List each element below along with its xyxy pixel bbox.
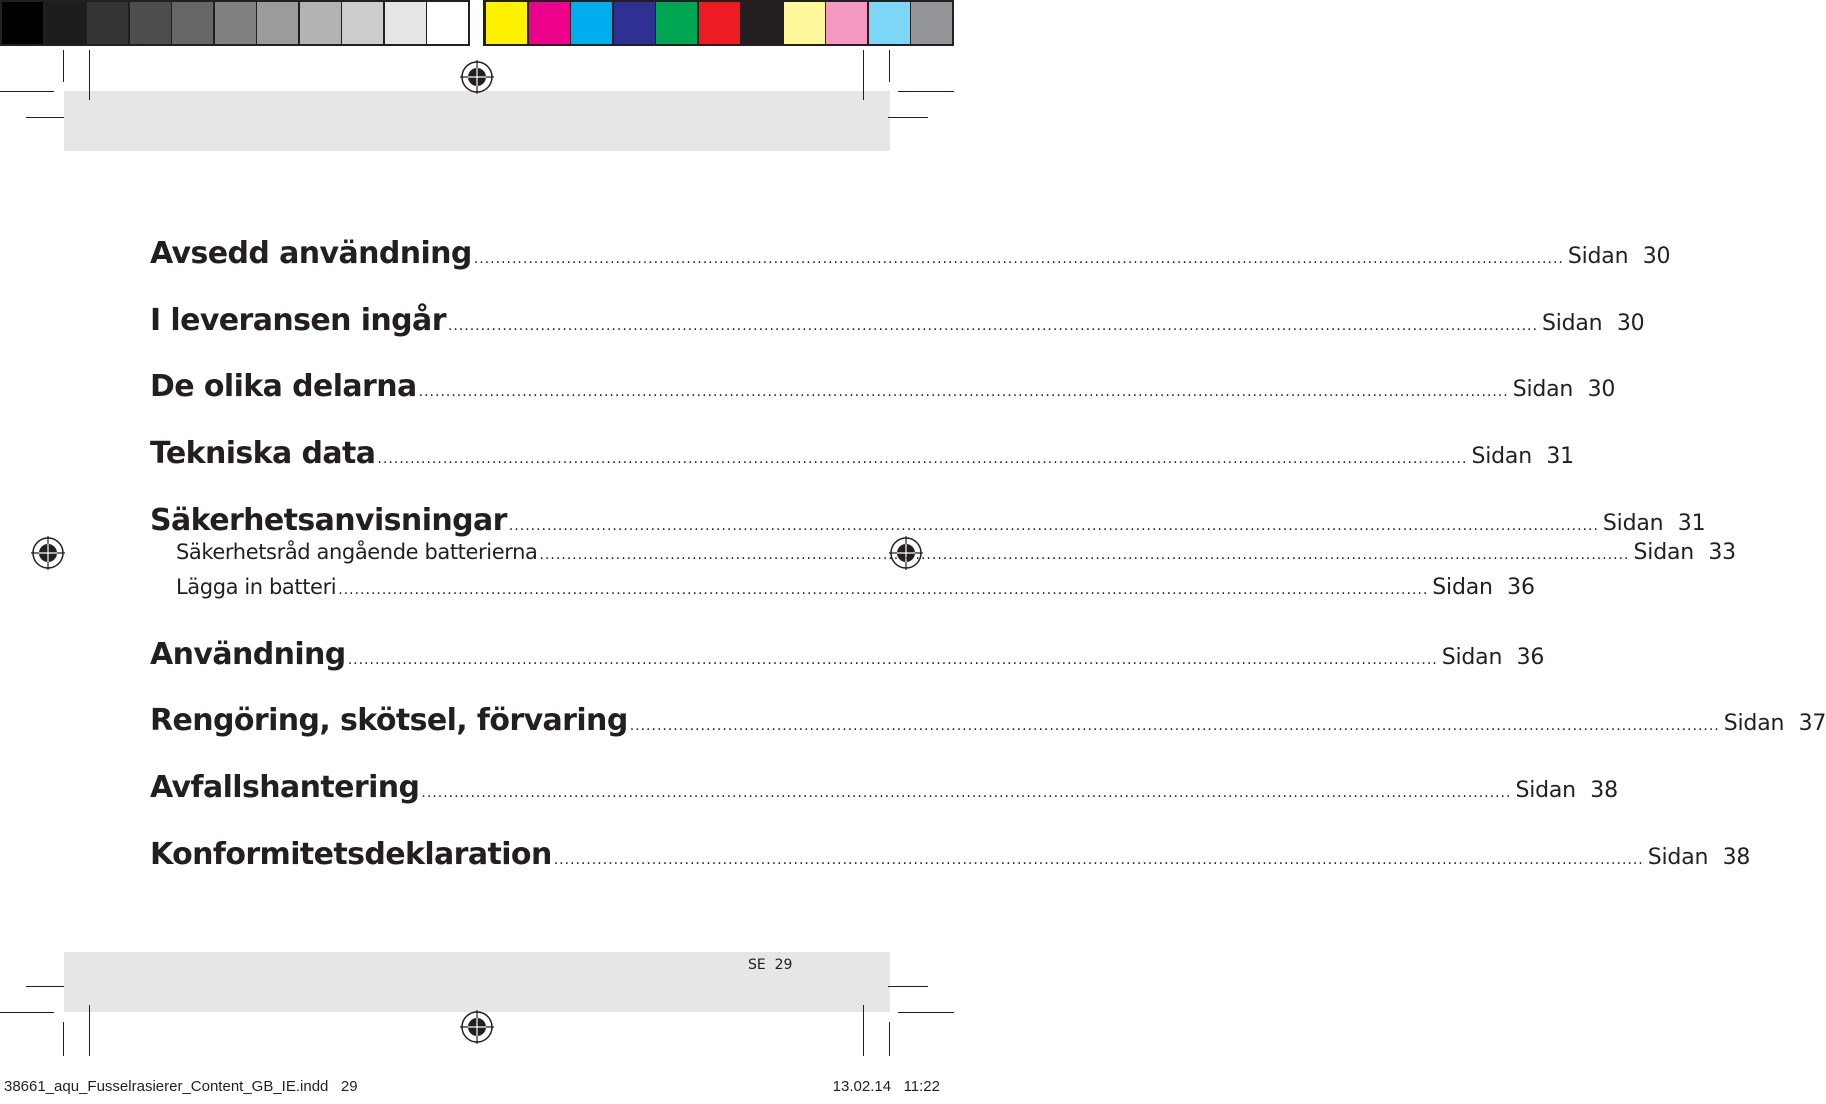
crop-mark — [26, 986, 64, 987]
toc-entry[interactable] — [150, 236, 1671, 271]
crop-mark — [898, 91, 954, 92]
color-swatch — [826, 2, 867, 44]
page-word: Sidan — [1471, 444, 1532, 469]
toc-entry[interactable] — [150, 637, 1545, 672]
color-control-bar — [0, 0, 954, 46]
toc-entry-title: Säkerhetsanvisningar — [150, 503, 507, 538]
crop-mark — [898, 1012, 954, 1013]
color-swatch — [699, 2, 740, 44]
page-number: 36 — [1507, 575, 1535, 600]
toc-subentry[interactable] — [176, 575, 1535, 600]
crop-mark — [889, 1022, 890, 1056]
toc-entry[interactable] — [150, 770, 1618, 805]
toc-entry-title: Användning — [150, 637, 346, 672]
gray-swatch — [45, 2, 86, 44]
crop-mark — [888, 986, 928, 987]
page-word: Sidan — [1432, 575, 1493, 600]
print-slug-datetime: 13.02.14 11:22 — [832, 1078, 940, 1095]
page-number: 38 — [1590, 778, 1618, 803]
gray-swatch — [2, 2, 43, 44]
toc-subentry-title: Lägga in batteri — [176, 575, 337, 599]
toc-entry[interactable] — [150, 703, 1826, 738]
gray-swatch — [427, 2, 468, 44]
page-number: 38 — [1722, 845, 1751, 870]
dot-leader: ........................................................................................................................................................................................................ — [338, 582, 1429, 598]
page-number: 33 — [1708, 540, 1736, 565]
registration-mark-icon — [460, 1010, 494, 1044]
toc-subentry[interactable] — [176, 540, 1736, 565]
toc-entry[interactable] — [150, 837, 1751, 872]
gray-swatch — [130, 2, 171, 44]
gray-swatch — [342, 2, 383, 44]
page-word: Sidan — [1647, 845, 1709, 870]
page-number: 30 — [1587, 377, 1616, 402]
page-word: Sidan — [1541, 311, 1603, 336]
gray-swatch — [257, 2, 298, 44]
page-number: 30 — [1642, 244, 1671, 269]
dot-leader: ........................................................................................................................................................................................................ — [473, 251, 1564, 267]
crop-mark — [89, 1005, 90, 1056]
toc-entry-title: Konformitetsdeklaration — [150, 837, 552, 872]
page-number: 30 — [1616, 311, 1645, 336]
page-number: 37 — [1798, 711, 1826, 736]
color-swatch — [571, 2, 612, 44]
toc-entry-title: Rengöring, skötsel, förvaring — [150, 703, 628, 738]
crop-mark — [89, 50, 90, 100]
dot-leader: ........................................................................................................................................................................................................ — [347, 652, 1438, 668]
gray-swatch — [87, 2, 128, 44]
toc-entry[interactable] — [150, 369, 1616, 404]
page-number: 31 — [1546, 444, 1574, 469]
crop-mark — [889, 50, 890, 82]
registration-mark-icon — [460, 60, 494, 94]
gray-swatch — [215, 2, 256, 44]
toc-subentry-title: Säkerhetsråd angående batterierna — [176, 540, 538, 564]
dot-leader: ........................................................................................................................................................................................................ — [508, 518, 1599, 534]
toc-entry[interactable] — [150, 503, 1706, 538]
crop-mark — [63, 1022, 64, 1056]
page-word: Sidan — [1567, 244, 1629, 269]
color-swatch — [911, 2, 952, 44]
crop-mark — [63, 50, 64, 82]
crop-mark — [863, 1005, 864, 1056]
page-word: Sidan — [1441, 645, 1503, 670]
registration-mark-icon — [31, 536, 65, 570]
toc-entry-title: De olika delarna — [150, 369, 417, 404]
crop-mark — [0, 91, 54, 92]
page-number: 31 — [1677, 511, 1706, 536]
dot-leader: ........................................................................................................................................................................................................ — [377, 451, 1468, 467]
dot-leader: ........................................................................................................................................................................................................ — [539, 547, 1630, 563]
color-swatch — [656, 2, 697, 44]
page-footer-number: SE 29 — [748, 957, 793, 973]
color-swatch — [614, 2, 655, 44]
toc-entry-title: Avsedd användning — [150, 236, 472, 271]
color-swatch — [529, 2, 570, 44]
crop-mark — [863, 50, 864, 100]
header-band — [64, 91, 890, 151]
toc-entry-title: Avfallshantering — [150, 770, 420, 805]
crop-mark — [26, 117, 64, 118]
page-word: Sidan — [1723, 711, 1785, 736]
page-word: Sidan — [1602, 511, 1664, 536]
dot-leader: ........................................................................................................................................................................................................ — [418, 384, 1509, 400]
page-word: Sidan — [1515, 778, 1576, 803]
print-slug-filename: 38661_aqu_Fusselrasierer_Content_GB_IE.indd 29 — [4, 1078, 358, 1095]
color-swatch — [486, 2, 527, 44]
gray-swatch — [385, 2, 426, 44]
toc-entry[interactable] — [150, 436, 1574, 471]
dot-leader: ........................................................................................................................................................................................................ — [553, 852, 1644, 868]
crop-mark — [888, 117, 928, 118]
page-word: Sidan — [1512, 377, 1574, 402]
toc-entry-title: I leveransen ingår — [150, 303, 446, 338]
page-number: 36 — [1516, 645, 1545, 670]
crop-mark — [0, 1012, 54, 1013]
color-swatch — [741, 2, 782, 44]
page-word: Sidan — [1633, 540, 1694, 565]
color-swatch — [869, 2, 910, 44]
toc-entry[interactable] — [150, 303, 1645, 338]
color-swatch — [784, 2, 825, 44]
gray-swatch — [172, 2, 213, 44]
dot-leader: ........................................................................................................................................................................................................ — [447, 318, 1538, 334]
dot-leader: ........................................................................................................................................................................................................ — [421, 785, 1512, 801]
dot-leader: ........................................................................................................................................................................................................ — [629, 718, 1720, 734]
gray-swatch — [300, 2, 341, 44]
toc-entry-title: Tekniska data — [150, 436, 376, 471]
